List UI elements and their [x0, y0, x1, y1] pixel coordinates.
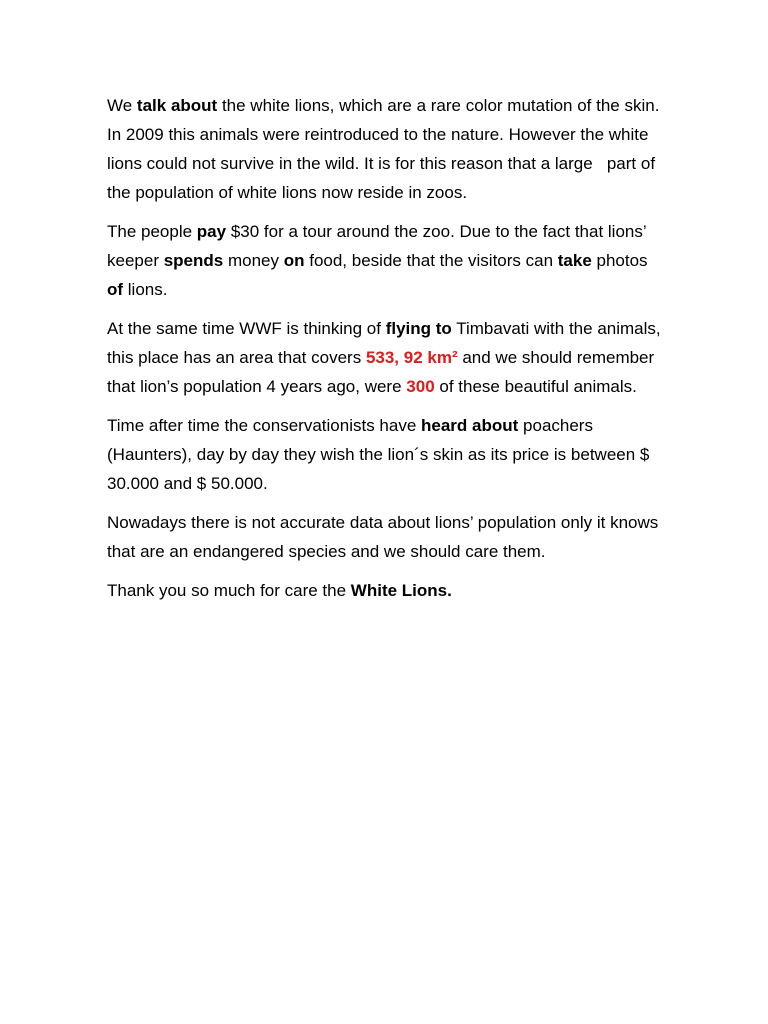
text-run: At the same time WWF is thinking of	[107, 319, 386, 338]
paragraph-zoo-tour	[107, 217, 667, 304]
text-run: food, beside that the visitors can	[304, 251, 558, 270]
text-run: We	[107, 96, 137, 115]
bold-text: White Lions.	[350, 581, 452, 600]
text-run: of these beautiful animals.	[434, 377, 637, 396]
document-page	[107, 91, 667, 615]
paragraph-poachers	[107, 411, 667, 498]
text-run: and we should remember that lion’s population 4 years ago, were	[107, 348, 659, 396]
bold-text: flying to	[385, 319, 452, 338]
text-run: Time after time the conservationists have	[107, 416, 422, 435]
paragraph-white-lions-intro	[107, 91, 667, 207]
paragraph-timbavati	[107, 314, 667, 401]
text-run: the white lions, which are a rare color mutation of the skin. In 2009 this animals were reintroduced to the nature. However the white lions could not survive in the wild. It is for this reason that a large part of the population of white lions now reside in zoos.	[107, 96, 665, 202]
text-run: poachers (Haunters), day by day they wish the lion´s skin as its price is between $ 30.000 and $ 50.000.	[107, 416, 655, 493]
text-run: lions.	[123, 280, 168, 299]
text-run: photos	[591, 251, 653, 270]
text-run: Timbavati with the animals, this place has an area that covers	[107, 319, 666, 367]
highlighted-value: 300	[406, 377, 435, 396]
highlighted-value: 533, 92 km²	[365, 348, 458, 367]
bold-text: talk about	[136, 96, 218, 115]
bold-text: of	[107, 280, 124, 299]
bold-text: spends	[163, 251, 224, 270]
paragraph-thank-you	[107, 576, 667, 605]
text-run: Thank you so much for care the	[107, 581, 351, 600]
bold-text: take	[557, 251, 592, 270]
text-run: $30 for a tour around the zoo. Due to the fact that lions’ keeper	[107, 222, 651, 270]
text-run: The people	[107, 222, 197, 241]
paragraph-population-data	[107, 508, 667, 566]
bold-text: on	[283, 251, 305, 270]
text-run: money	[223, 251, 284, 270]
bold-text: pay	[196, 222, 227, 241]
text-run: Nowadays there is not accurate data about lions’ population only it knows that are an endangered species and we should care them.	[107, 513, 663, 561]
bold-text: heard about	[421, 416, 519, 435]
